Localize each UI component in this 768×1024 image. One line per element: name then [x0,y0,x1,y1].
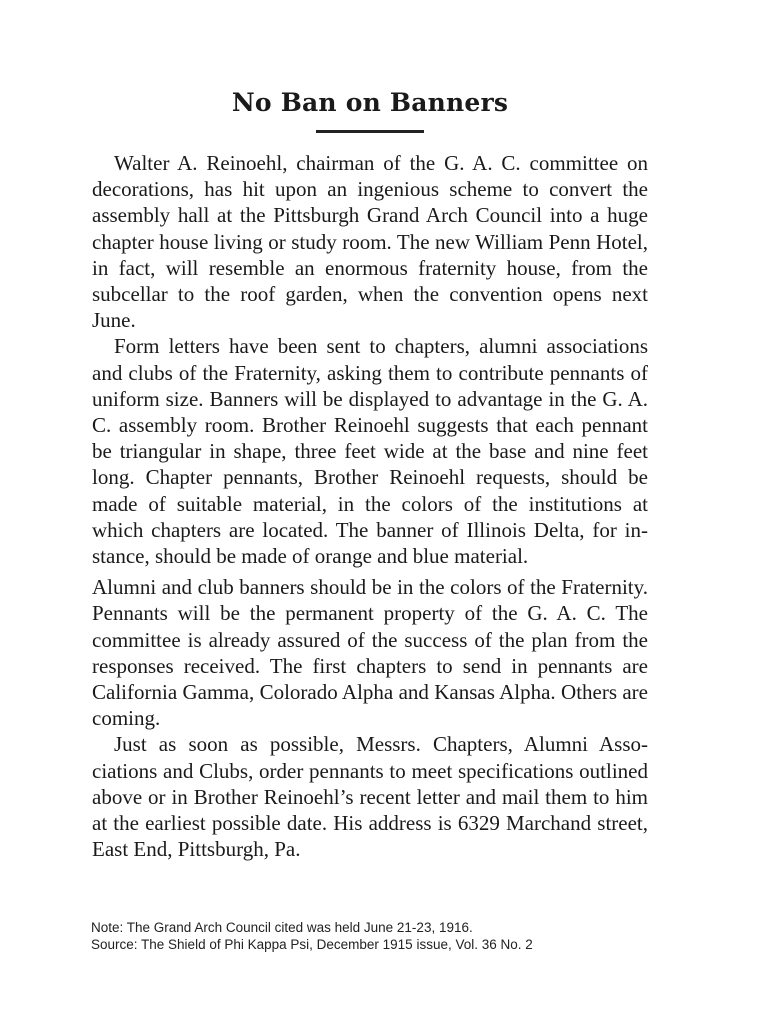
paragraph-4: Just as soon as possible, Messrs. Chapters, Alumni Associations and Clubs, order pennants to meet specifications outlined above or in Brother Reinoehl’s recent letter and mail them to him at the earliest possible date. His address is 6329 Marchand street, East End, Pittsburgh, Pa. [92,732,648,862]
paragraph-3: Alumni and club banners should be in the colors of the Fraternity. Pennants will be the permanent property of the G. A. C. The committee is already assured of the success of the plan from the responses received. The first chapters to send in pennants are California Gamma, Colorado Alpha and Kansas Alpha. Others are coming. [92,575,648,731]
paragraph-2: Form letters have been sent to chapters, alumni associations and clubs of the Fraternity, asking them to contribute pennants of uniform size. Banners will be displayed to advantage in the G. A. C. assembly room. Brother Reinoehl suggests that each pennant be triangular in shape, three feet wide at the base and nine feet long. Chapter pennants, Brother Reinoehl requests, should be made of suitable material, in the colors of the institutions at which chapters are located. The banner of Illinois Delta, for instance, should be made of orange and blue material. [92,334,648,569]
footnote-date: Note: The Grand Arch Council cited was held June 21-23, 1916. [91,920,473,935]
paragraph-1: Walter A. Reinoehl, chairman of the G. A. C. committee on decorations, has hit upon an ingenious scheme to convert the assembly hall at the Pittsburgh Grand Arch Council into a huge chapter house living or study room. The new William Penn Hotel, in fact, will resemble an enormous fraternity house, from the subcellar to the roof garden, when the convention opens next June. [92,151,648,333]
title-divider [316,130,424,133]
footnotes [91,919,691,953]
article-body [92,150,648,862]
footnote-source: Source: The Shield of Phi Kappa Psi, December 1915 issue, Vol. 36 No. 2 [91,937,533,952]
article-title: No Ban on Banners [231,88,509,117]
